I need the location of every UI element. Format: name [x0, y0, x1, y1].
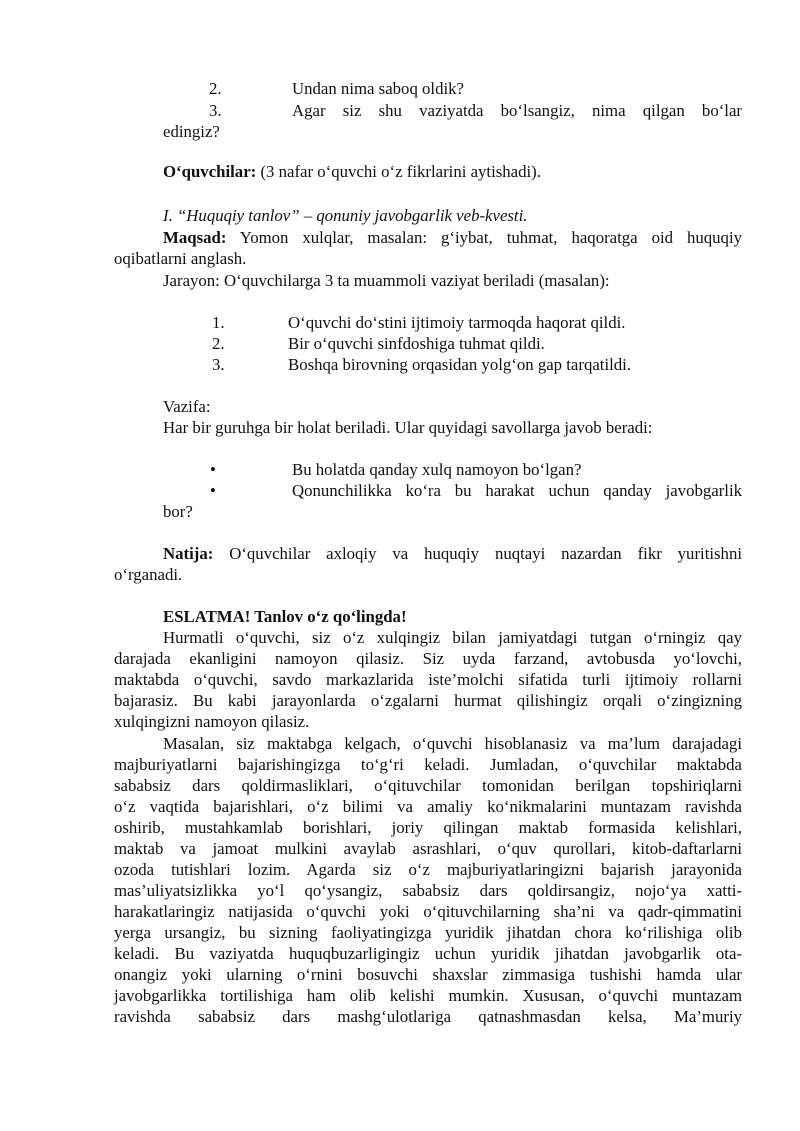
- list-item-text: Agar siz shu vaziyatda bo‘lsangiz, nima qilgan bo‘lar: [292, 101, 742, 120]
- note-line: oshirib, mustahkamlab borishlari, joriy qilingan maktab formasida kelishlari,: [114, 818, 742, 837]
- note-line: harakatlaringiz natijasida o‘quvchi yoki o‘qituvchilarning sha’ni va qadr-qimmatini: [114, 902, 742, 921]
- note-line: Masalan, siz maktabga kelgach, o‘quvchi hisoblanasiz va ma’lum darajadagi: [163, 734, 742, 753]
- note-line: xulqingizni namoyon qilasiz.: [114, 712, 310, 731]
- note-line: ozoda tutishlari lozim. Agarda siz o‘z majburiyatlaringizni bajarish jarayonida: [114, 860, 742, 879]
- section-title: I. “Huquqiy tanlov” – qonuniy javobgarlik veb-kvesti.: [163, 206, 528, 225]
- result-label: Natija:: [163, 544, 214, 563]
- note-line: onangiz yoki ularning o‘rnini bosuvchi shaxslar zimmasiga tushishi hamda ular: [114, 965, 742, 984]
- list-number: 3.: [209, 101, 222, 120]
- bullet-icon: •: [210, 481, 216, 500]
- note-line: majburiyatlarni bajarishingizga to‘g‘ri keladi. Jumladan, o‘quvchilar maktabda: [114, 755, 742, 774]
- note-line: keladi. Bu vaziyatda huquqbuzarligingiz uchun yuridik jihatdan javobgarlik ota-: [114, 944, 742, 963]
- list-item-text: Undan nima saboq oldik?: [292, 79, 464, 98]
- note-line: o‘z vaqtida bajarishlari, o‘z bilimi va amaliy ko‘nikmalarini muntazam ravishda: [114, 797, 742, 816]
- aim-continuation: oqibatlarni anglash.: [114, 249, 247, 268]
- task-text: Har bir guruhga bir holat beriladi. Ular quyidagi savollarga javob beradi:: [163, 418, 653, 437]
- aim-text: Yomon xulqlar, masalan: g‘iybat, tuhmat, haqoratga oid huquqiy: [239, 228, 742, 247]
- note-line: mas’uliyatsizlikka yo‘l qo‘ysangiz, sababsiz dars qoldirsangiz, nojo‘ya xatti-: [114, 881, 742, 900]
- students-paragraph: [163, 161, 742, 182]
- note-line: ravishda sababsiz dars mashg‘ulotlariga qatnashmasdan kelsa, Ma’muriy: [114, 1007, 742, 1026]
- question-continuation: bor?: [163, 502, 193, 521]
- list-number: 2.: [209, 79, 222, 98]
- note-line: bajarasiz. Bu kabi jarayonlarda o‘zgalarni hurmat qilishingiz orqali o‘zingizning: [114, 691, 742, 710]
- note-line: Hurmatli o‘quvchi, siz o‘z xulqingiz bilan jamiyatdagi tutgan o‘rningiz qay: [163, 628, 742, 647]
- question-text: Bu holatda qanday xulq namoyon bo‘lgan?: [292, 460, 582, 479]
- task-title: Vazifa:: [163, 397, 211, 416]
- situation-number: 2.: [212, 334, 225, 353]
- note-line: maktabda o‘quvchi, savdo markazlarida iste’molchi sifatida turli ijtimoiy rollarni: [114, 670, 742, 689]
- situation-number: 1.: [212, 313, 225, 332]
- situation-text: Boshqa birovning orqasidan yolg‘on gap tarqatildi.: [288, 355, 632, 374]
- result-paragraph: [163, 543, 742, 564]
- question-text: Qonunchilikka ko‘ra bu harakat uchun qanday javobgarlik: [292, 481, 742, 500]
- situation-text: O‘quvchi do‘stini ijtimoiy tarmoqda haqorat qildi.: [288, 313, 626, 332]
- students-text: (3 nafar o‘quvchi o‘z fikrlarini aytishadi).: [260, 162, 541, 181]
- situation-text: Bir o‘quvchi sinfdoshiga tuhmat qildi.: [288, 334, 545, 353]
- note-line: sababsiz dars qoldirmasliklari, o‘qituvchilar tomonidan berilgan topshiriqlarni: [114, 776, 742, 795]
- note-title: ESLATMA! Tanlov o‘z qo‘lingda!: [163, 607, 407, 626]
- list-item-continuation: edingiz?: [163, 122, 220, 141]
- aim-label: Maqsad:: [163, 228, 227, 247]
- note-line: yerga ursangiz, bu sizning faoliyatingizga yuridik jihatdan chora ko‘rilishiga olib: [114, 923, 742, 942]
- note-line: maktab va jamoat mulkini avaylab asrashlari, o‘quv qurollari, kitob-daftarlarni: [114, 839, 742, 858]
- aim-paragraph: [163, 227, 742, 248]
- result-continuation: o‘rganadi.: [114, 565, 183, 584]
- students-label: O‘quvchilar:: [163, 162, 257, 181]
- process-text: Jarayon: O‘quvchilarga 3 ta muammoli vaziyat beriladi (masalan):: [163, 271, 610, 290]
- situation-number: 3.: [212, 355, 225, 374]
- bullet-icon: •: [210, 460, 216, 479]
- note-line: javobgarlikka tortilishiga ham olib kelishi mumkin. Xususan, o‘quvchi muntazam: [114, 986, 742, 1005]
- result-text: O‘quvchilar axloqiy va huquqiy nuqtayi nazardan fikr yuritishni: [229, 544, 742, 563]
- note-line: darajada ekanligini namoyon qilasiz. Siz uyda farzand, avtobusda yo‘lovchi,: [114, 649, 742, 668]
